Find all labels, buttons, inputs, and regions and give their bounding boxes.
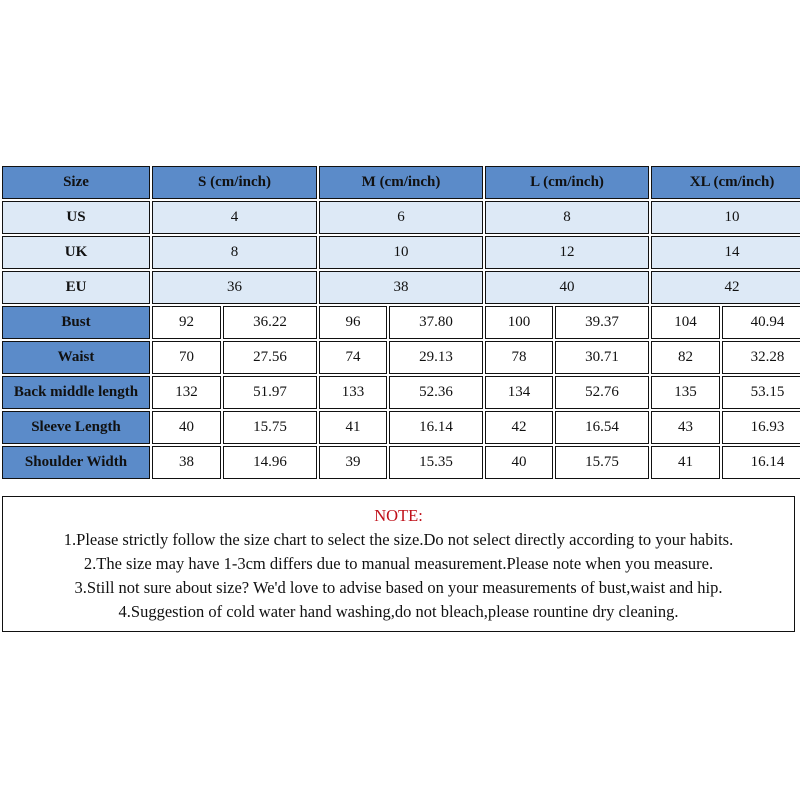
table-row-waist: [2, 341, 800, 374]
row-label: US: [2, 201, 150, 234]
table-cell: 40: [152, 411, 221, 444]
table-cell: 40: [485, 271, 649, 304]
row-label: Bust: [2, 306, 150, 339]
table-cell: 8: [152, 236, 317, 269]
size-chart: [2, 166, 798, 479]
table-cell: 104: [651, 306, 720, 339]
table-cell: 15.75: [223, 411, 317, 444]
row-label: Sleeve Length: [2, 411, 150, 444]
table-cell: 4: [152, 201, 317, 234]
table-cell: 41: [319, 411, 387, 444]
table-cell: 39: [319, 446, 387, 479]
table-cell: 6: [319, 201, 483, 234]
row-label: EU: [2, 271, 150, 304]
table-cell: 27.56: [223, 341, 317, 374]
table-cell: 43: [651, 411, 720, 444]
table-cell: 74: [319, 341, 387, 374]
table-cell: 36.22: [223, 306, 317, 339]
table-cell: 133: [319, 376, 387, 409]
size-header: Size: [2, 166, 150, 199]
table-cell: 38: [152, 446, 221, 479]
table-cell: 51.97: [223, 376, 317, 409]
note-item: 1.Please strictly follow the size chart to select the size.Do not select directly according to your habits.: [63, 530, 734, 549]
table-cell: 10: [651, 201, 800, 234]
table-cell: 36: [152, 271, 317, 304]
row-label: Shoulder Width: [2, 446, 150, 479]
table-cell: 70: [152, 341, 221, 374]
table-cell: 100: [485, 306, 553, 339]
table-row-bust: [2, 306, 800, 339]
table-cell: 40: [485, 446, 553, 479]
table-cell: 37.80: [389, 306, 483, 339]
table-cell: 16.14: [722, 446, 800, 479]
table-cell: 42: [485, 411, 553, 444]
note-title: NOTE:: [374, 506, 423, 525]
row-label: Waist: [2, 341, 150, 374]
table-cell: 12: [485, 236, 649, 269]
table-cell: 8: [485, 201, 649, 234]
table-cell: 38: [319, 271, 483, 304]
column-header-l: L (cm/inch): [485, 166, 649, 199]
table-cell: 40.94: [722, 306, 800, 339]
table-cell: 16.14: [389, 411, 483, 444]
note-item: 3.Still not sure about size? We'd love to advise based on your measurements of bust,waist and hip.: [74, 578, 723, 597]
table-row-shoulder-width: [2, 446, 800, 479]
table-cell: 16.93: [722, 411, 800, 444]
table-cell: 32.28: [722, 341, 800, 374]
row-label: Back middle length: [2, 376, 150, 409]
note-item: 4.Suggestion of cold water hand washing,do not bleach,please rountine dry cleaning.: [118, 602, 679, 621]
size-table: [0, 164, 800, 481]
table-cell: 15.75: [555, 446, 649, 479]
header-row: [2, 166, 800, 199]
table-cell: 16.54: [555, 411, 649, 444]
table-cell: 132: [152, 376, 221, 409]
table-cell: 41: [651, 446, 720, 479]
row-label: UK: [2, 236, 150, 269]
table-cell: 10: [319, 236, 483, 269]
table-cell: 39.37: [555, 306, 649, 339]
table-cell: 30.71: [555, 341, 649, 374]
table-cell: 29.13: [389, 341, 483, 374]
table-cell: 42: [651, 271, 800, 304]
table-cell: 52.36: [389, 376, 483, 409]
table-row-back-middle-length: [2, 376, 800, 409]
table-row-uk: [2, 236, 800, 269]
table-cell: 14.96: [223, 446, 317, 479]
table-cell: 53.15: [722, 376, 800, 409]
table-cell: 15.35: [389, 446, 483, 479]
column-header-s: S (cm/inch): [152, 166, 317, 199]
table-cell: 52.76: [555, 376, 649, 409]
table-row-eu: [2, 271, 800, 304]
table-cell: 134: [485, 376, 553, 409]
table-cell: 78: [485, 341, 553, 374]
table-row-sleeve-length: [2, 411, 800, 444]
column-header-m: M (cm/inch): [319, 166, 483, 199]
table-cell: 96: [319, 306, 387, 339]
table-row-us: [2, 201, 800, 234]
note-item: 2.The size may have 1-3cm differs due to manual measurement.Please note when you measure.: [83, 554, 714, 573]
table-cell: 135: [651, 376, 720, 409]
notes-box: [2, 496, 795, 632]
table-cell: 14: [651, 236, 800, 269]
column-header-xl: XL (cm/inch): [651, 166, 800, 199]
table-cell: 82: [651, 341, 720, 374]
table-cell: 92: [152, 306, 221, 339]
